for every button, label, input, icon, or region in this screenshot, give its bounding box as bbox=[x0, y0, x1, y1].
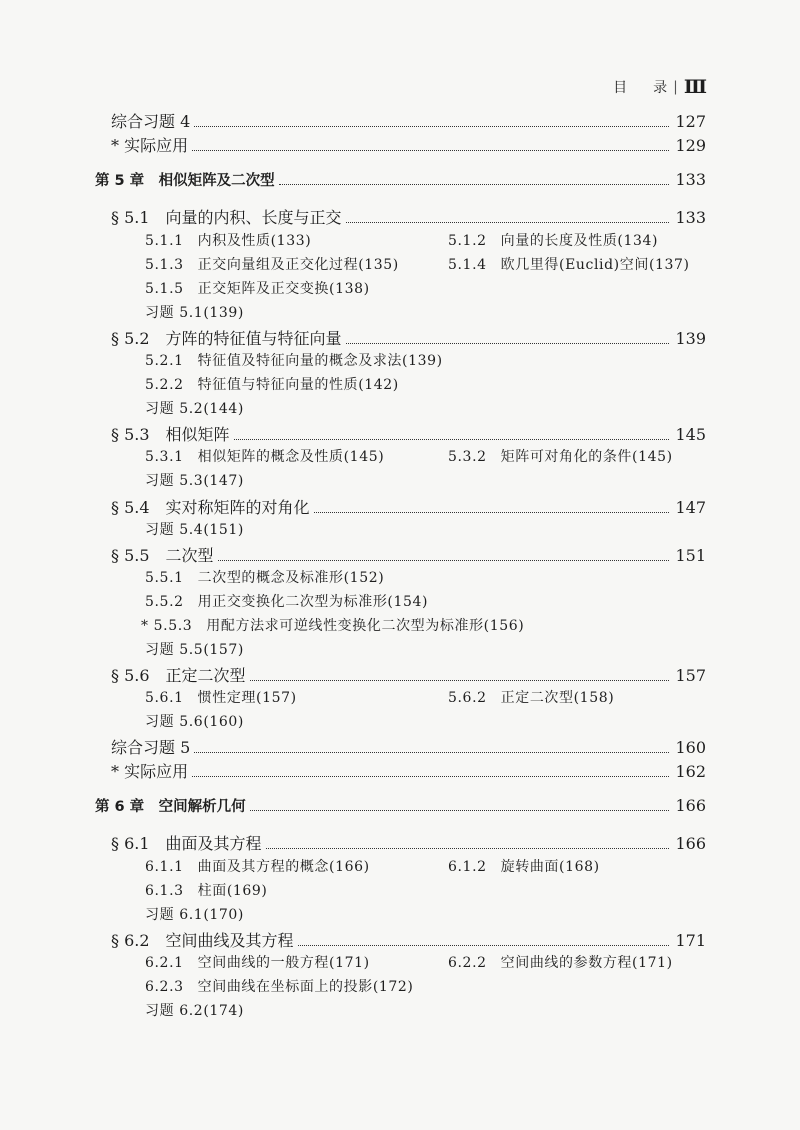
subsection-number: 5.5.1 bbox=[145, 570, 184, 586]
dot-leader bbox=[298, 932, 670, 946]
dot-leader bbox=[194, 739, 669, 753]
section-page: 147 bbox=[675, 498, 706, 517]
subsection-number: 5.3.1 bbox=[145, 449, 184, 465]
section-title: § 5.1 向量的内积、长度与正交 bbox=[111, 208, 342, 227]
toc-subsection-6-1-1[interactable] bbox=[145, 856, 370, 876]
section-page: 145 bbox=[675, 425, 706, 444]
toc-chapter-5[interactable] bbox=[95, 169, 706, 190]
toc-entry-page: 160 bbox=[675, 738, 706, 757]
toc-entry-title: * 实际应用 bbox=[111, 762, 189, 781]
subsection-title: 曲面及其方程的概念(166) bbox=[197, 859, 370, 875]
subsection-title: 特征值与特征向量的性质(142) bbox=[197, 377, 399, 393]
subsection-number: 5.1.5 bbox=[145, 281, 184, 297]
subsection-number: 6.2.1 bbox=[145, 955, 184, 971]
chapter-page: 133 bbox=[675, 170, 706, 189]
header-separator: | bbox=[673, 79, 678, 95]
toc-entry-application-5[interactable] bbox=[111, 759, 706, 782]
subsection-title: 向量的长度及性质(134) bbox=[500, 233, 659, 249]
toc-section-5-4[interactable] bbox=[111, 495, 706, 518]
subsection-title: 旋转曲面(168) bbox=[500, 859, 600, 875]
header-label-lu: 录 bbox=[653, 80, 668, 96]
section-title: § 5.2 方阵的特征值与特征向量 bbox=[111, 329, 342, 348]
toc-entry-application-4[interactable] bbox=[111, 133, 706, 156]
subsection-number: 5.2.1 bbox=[145, 353, 184, 369]
section-title: § 6.1 曲面及其方程 bbox=[111, 834, 262, 853]
subsection-title: 正交向量组及正交化过程(135) bbox=[197, 257, 399, 273]
dot-leader bbox=[279, 171, 670, 185]
toc-section-6-1[interactable] bbox=[111, 831, 706, 854]
toc-exercise-5-3[interactable] bbox=[145, 470, 244, 490]
toc-subsection-5-6-2[interactable] bbox=[448, 687, 614, 707]
dot-leader bbox=[346, 330, 670, 344]
subsection-title: 欧几里得(Euclid)空间(137) bbox=[500, 257, 690, 273]
exercise-title: 习题 5.3(147) bbox=[145, 473, 244, 489]
toc-subsection-5-6-1[interactable] bbox=[145, 687, 297, 707]
exercise-title: 习题 5.6(160) bbox=[145, 714, 244, 730]
toc-subsection-6-1-3[interactable] bbox=[145, 880, 267, 900]
dot-leader bbox=[346, 209, 670, 223]
subsection-number: 6.1.2 bbox=[448, 859, 487, 875]
exercise-title: 习题 5.5(157) bbox=[145, 642, 244, 658]
header-label-mu: 目 bbox=[613, 80, 628, 96]
dot-leader bbox=[250, 667, 670, 681]
toc-exercise-5-2[interactable] bbox=[145, 398, 244, 418]
subsection-title: 正交矩阵及正交变换(138) bbox=[197, 281, 370, 297]
toc-exercise-5-4[interactable] bbox=[145, 519, 244, 539]
toc-subsection-5-5-2[interactable] bbox=[145, 591, 428, 611]
section-title: § 5.3 相似矩阵 bbox=[111, 425, 230, 444]
toc-section-6-2[interactable] bbox=[111, 928, 706, 951]
subsection-number: 5.1.2 bbox=[448, 233, 487, 249]
exercise-title: 习题 5.1(139) bbox=[145, 305, 244, 321]
toc-subsection-5-1-1[interactable] bbox=[145, 230, 311, 250]
toc-exercise-5-5[interactable] bbox=[145, 639, 244, 659]
toc-section-5-3[interactable] bbox=[111, 422, 706, 445]
toc-subsection-5-1-2[interactable] bbox=[448, 230, 658, 250]
subsection-number: 5.3.2 bbox=[448, 449, 487, 465]
subsection-title: 二次型的概念及标准形(152) bbox=[197, 570, 385, 586]
subsection-number: 6.2.3 bbox=[145, 979, 184, 995]
toc-subsection-5-3-2[interactable] bbox=[448, 446, 673, 466]
section-title: § 5.5 二次型 bbox=[111, 546, 214, 565]
section-title: § 6.2 空间曲线及其方程 bbox=[111, 931, 294, 950]
toc-subsection-6-2-2[interactable] bbox=[448, 952, 673, 972]
running-header bbox=[613, 76, 708, 98]
toc-subsection-5-1-4[interactable] bbox=[448, 254, 690, 274]
toc-subsection-6-2-3[interactable] bbox=[145, 976, 413, 996]
toc-exercise-5-1[interactable] bbox=[145, 302, 244, 322]
subsection-title: 矩阵可对角化的条件(145) bbox=[500, 449, 673, 465]
exercise-title: 习题 6.1(170) bbox=[145, 907, 244, 923]
subsection-number: * 5.5.3 bbox=[141, 618, 193, 634]
section-title: § 5.4 实对称矩阵的对角化 bbox=[111, 498, 310, 517]
chapter-title: 第 5 章 相似矩阵及二次型 bbox=[95, 173, 275, 189]
subsection-number: 6.2.2 bbox=[448, 955, 487, 971]
subsection-title: 内积及性质(133) bbox=[197, 233, 312, 249]
chapter-title: 第 6 章 空间解析几何 bbox=[95, 799, 246, 815]
toc-entry-title: * 实际应用 bbox=[111, 136, 189, 155]
section-page: 133 bbox=[675, 208, 706, 227]
dot-leader bbox=[314, 499, 670, 513]
toc-chapter-6[interactable] bbox=[95, 795, 706, 816]
subsection-title: 用正交变换化二次型为标准形(154) bbox=[197, 594, 429, 610]
dot-leader bbox=[194, 113, 669, 127]
toc-subsection-5-2-1[interactable] bbox=[145, 350, 443, 370]
section-page: 171 bbox=[675, 931, 706, 950]
subsection-title: 柱面(169) bbox=[197, 883, 268, 899]
exercise-title: 习题 5.2(144) bbox=[145, 401, 244, 417]
subsection-number: 6.1.3 bbox=[145, 883, 184, 899]
toc-subsection-5-3-1[interactable] bbox=[145, 446, 384, 466]
subsection-number: 5.1.4 bbox=[448, 257, 487, 273]
toc-subsection-5-2-2[interactable] bbox=[145, 374, 399, 394]
section-page: 157 bbox=[675, 666, 706, 685]
toc-entry-exercises-5[interactable] bbox=[111, 735, 706, 758]
toc-subsection-5-5-3[interactable] bbox=[141, 615, 524, 635]
toc-subsection-5-1-5[interactable] bbox=[145, 278, 370, 298]
section-title: § 5.6 正定二次型 bbox=[111, 666, 246, 685]
toc-exercise-6-2[interactable] bbox=[145, 1000, 244, 1020]
dot-leader bbox=[234, 426, 670, 440]
toc-exercise-5-6[interactable] bbox=[145, 711, 244, 731]
toc-entry-title: 综合习题 5 bbox=[111, 738, 191, 757]
toc-entry-exercises-4[interactable] bbox=[111, 109, 706, 132]
toc-subsection-5-1-3[interactable] bbox=[145, 254, 399, 274]
subsection-number: 5.5.2 bbox=[145, 594, 184, 610]
subsection-number: 5.6.1 bbox=[145, 690, 184, 706]
subsection-number: 5.1.1 bbox=[145, 233, 184, 249]
toc-subsection-5-5-1[interactable] bbox=[145, 567, 384, 587]
subsection-title: 空间曲线的参数方程(171) bbox=[500, 955, 673, 971]
subsection-title: 空间曲线的一般方程(171) bbox=[197, 955, 370, 971]
dot-leader bbox=[266, 835, 670, 849]
toc-entry-page: 162 bbox=[675, 762, 706, 781]
subsection-title: 正定二次型(158) bbox=[500, 690, 615, 706]
toc-exercise-6-1[interactable] bbox=[145, 904, 244, 924]
dot-leader bbox=[192, 137, 669, 151]
toc-subsection-6-2-1[interactable] bbox=[145, 952, 370, 972]
dot-leader bbox=[218, 547, 670, 561]
subsection-title: 用配方法求可逆线性变换化二次型为标准形(156) bbox=[206, 618, 525, 634]
toc-entry-page: 127 bbox=[675, 112, 706, 131]
subsection-title: 相似矩阵的概念及性质(145) bbox=[197, 449, 385, 465]
dot-leader bbox=[250, 797, 670, 811]
toc-entry-title: 综合习题 4 bbox=[111, 112, 191, 131]
header-page-numeral: Ⅲ bbox=[683, 76, 708, 98]
toc-subsection-6-1-2[interactable] bbox=[448, 856, 600, 876]
subsection-number: 5.6.2 bbox=[448, 690, 487, 706]
section-page: 166 bbox=[675, 834, 706, 853]
dot-leader bbox=[192, 763, 669, 777]
toc-section-5-5[interactable] bbox=[111, 543, 706, 566]
subsection-title: 空间曲线在坐标面上的投影(172) bbox=[197, 979, 414, 995]
chapter-page: 166 bbox=[675, 796, 706, 815]
subsection-title: 惯性定理(157) bbox=[197, 690, 297, 706]
exercise-title: 习题 5.4(151) bbox=[145, 522, 244, 538]
toc-section-5-1[interactable] bbox=[111, 205, 706, 228]
section-page: 151 bbox=[675, 546, 706, 565]
toc-section-5-6[interactable] bbox=[111, 663, 706, 686]
toc-section-5-2[interactable] bbox=[111, 326, 706, 349]
section-page: 139 bbox=[675, 329, 706, 348]
toc-entry-page: 129 bbox=[675, 136, 706, 155]
subsection-number: 5.1.3 bbox=[145, 257, 184, 273]
subsection-title: 特征值及特征向量的概念及求法(139) bbox=[197, 353, 443, 369]
subsection-number: 6.1.1 bbox=[145, 859, 184, 875]
subsection-number: 5.2.2 bbox=[145, 377, 184, 393]
exercise-title: 习题 6.2(174) bbox=[145, 1003, 244, 1019]
